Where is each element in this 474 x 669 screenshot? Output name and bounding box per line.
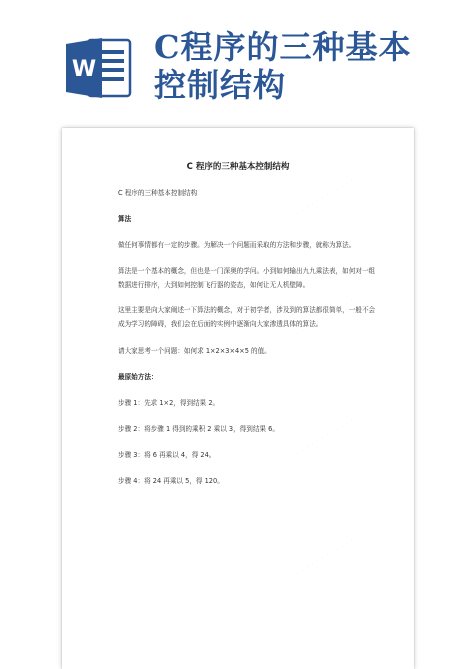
paragraph: 请大家思考一个问题：如何求 1×2×3×4×5 的值。 bbox=[118, 347, 271, 355]
banner-title bbox=[154, 28, 411, 104]
watermark: · · · · · · · · · · · · bbox=[294, 295, 356, 340]
step-item: 步骤 4：将 24 再乘以 5，得 120。 bbox=[118, 477, 224, 485]
svg-text:W: W bbox=[71, 57, 97, 82]
word-icon bbox=[64, 34, 136, 102]
paragraph: 算法是一个基本的概念，但也是一门深奥的学问。小到如何输出九九乘法表，如何对一组数据进行排序，大到如何控制飞行器的姿态，如何让无人机壁障。 bbox=[118, 267, 376, 289]
watermark: · · · · · · · · · · · · bbox=[294, 175, 356, 220]
paragraph: 做任何事情都有一定的步骤。为解决一个问题而采取的方法和步骤，就称为算法。 bbox=[118, 241, 356, 249]
section-heading: 最原始方法： bbox=[118, 373, 158, 381]
document-page bbox=[62, 128, 414, 669]
paragraph: 这里主要是向大家阐述一下算法的概念，对于初学者，涉及到的算法都很简单，一般不会成为学习的障碍，我们会在后面的实例中逐渐向大家渗透具体的算法。 bbox=[118, 306, 376, 328]
section-heading: 算法 bbox=[118, 215, 132, 223]
banner bbox=[0, 0, 474, 120]
watermark: · · · · · · · · · · · · bbox=[294, 415, 356, 460]
step-item: 步骤 1：先求 1×2，得到结果 2。 bbox=[118, 399, 220, 407]
document-title: C 程序的三种基本控制结构 bbox=[186, 162, 290, 172]
banner-title-line2: 控制结构 bbox=[154, 66, 287, 104]
paragraph: C 程序的三种基本控制结构 bbox=[118, 189, 198, 197]
step-item: 步骤 3：将 6 再乘以 4，得 24。 bbox=[118, 451, 216, 459]
banner-title-line1: C程序的三种基本 bbox=[154, 28, 412, 66]
watermark: · · · · · · · · · · · · bbox=[294, 535, 356, 580]
step-item: 步骤 2：将步骤 1 得到的乘积 2 乘以 3，得到结果 6。 bbox=[118, 425, 279, 433]
